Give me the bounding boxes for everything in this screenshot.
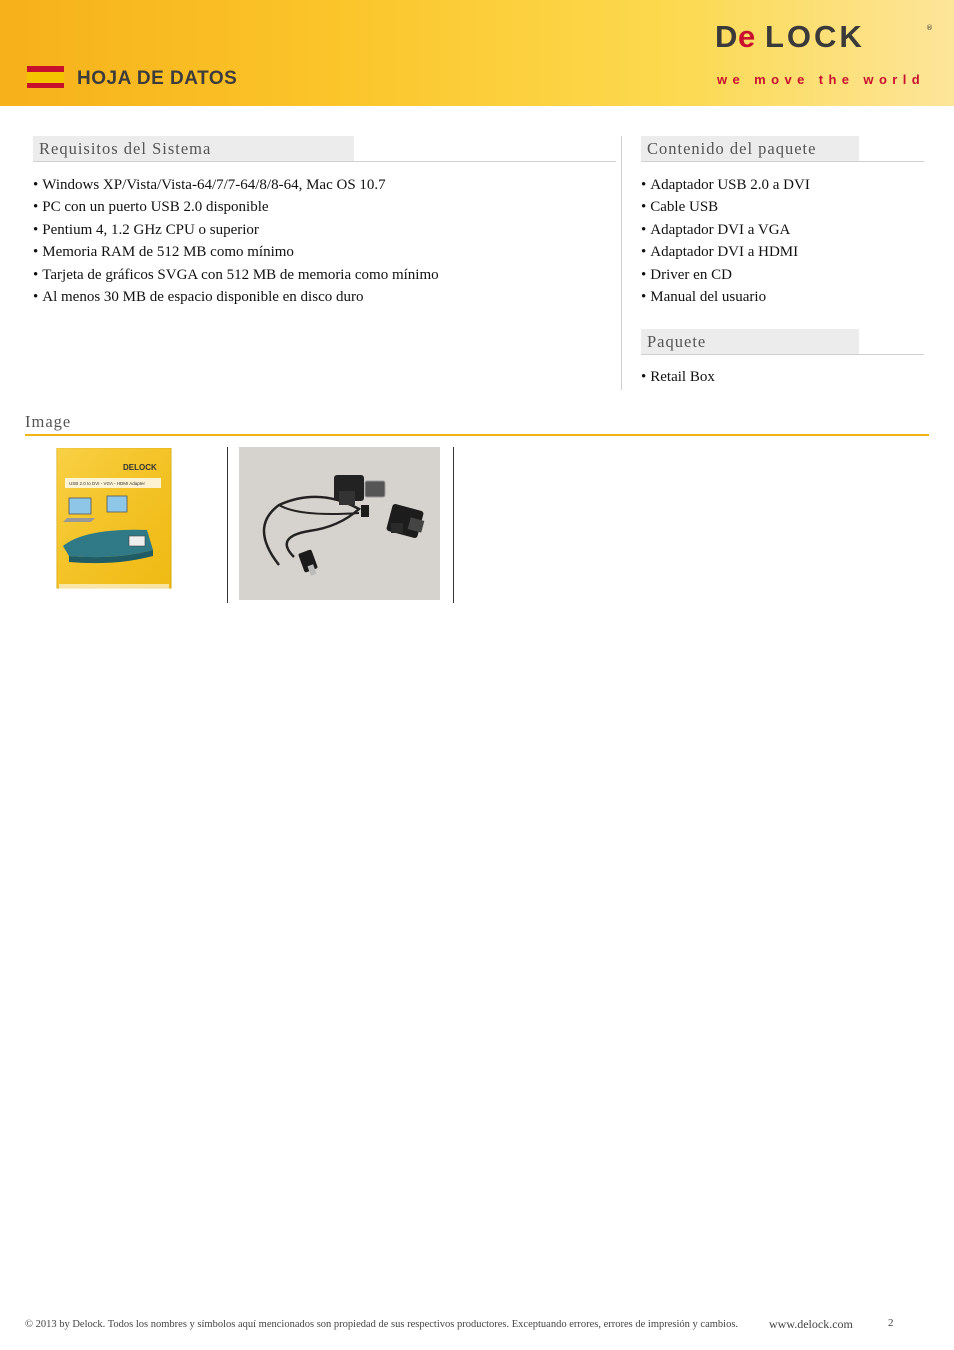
svg-text:USB 2.0 to DVI - VGA - HDMI Ad: USB 2.0 to DVI - VGA - HDMI Adapter [69, 481, 146, 486]
delock-logo [713, 18, 933, 88]
list-item: • Pentium 4, 1.2 GHz CPU o superior [33, 221, 259, 238]
list-item: • Driver en CD [641, 266, 732, 283]
image-heading: Image [25, 410, 929, 436]
svg-text:D: D [715, 19, 740, 54]
page-number: 2 [888, 1317, 894, 1329]
paquete-list [641, 366, 715, 388]
image-divider [453, 447, 454, 603]
requisitos-heading: Requisitos del Sistema [33, 136, 616, 162]
logo-tagline: we move the world [717, 72, 926, 87]
list-item: • PC con un puerto USB 2.0 disponible [33, 199, 269, 216]
paquete-heading: Paquete [641, 329, 924, 355]
image-divider [227, 447, 228, 603]
list-item: • Retail Box [641, 369, 715, 385]
svg-text:LOCK: LOCK [765, 19, 865, 54]
cable-adapters-image [239, 447, 440, 600]
list-item: • Memoria RAM de 512 MB como mínimo [33, 244, 294, 261]
list-item: • Cable USB [641, 199, 719, 216]
box-brand-text: DELOCK [123, 463, 157, 472]
contenido-list [641, 174, 810, 308]
list-item: • Tarjeta de gráficos SVGA con 512 MB de memoria como mínimo [33, 266, 439, 283]
footer-url[interactable]: www.delock.com [769, 1317, 853, 1331]
footer-copyright: © 2013 by Delock. Todos los nombres y símbolos aquí mencionados son propiedad de sus respectivos productores. Exceptuando errores, errores de impresión y cambios. [25, 1319, 739, 1330]
svg-text:e: e [738, 19, 756, 54]
svg-text:®: ® [926, 24, 933, 32]
list-item: • Manual del usuario [641, 289, 767, 306]
list-item: • Adaptador USB 2.0 a DVI [641, 177, 810, 193]
contenido-heading: Contenido del paquete [641, 136, 924, 162]
spain-flag-icon [27, 66, 64, 88]
product-box-image [55, 448, 173, 598]
requisitos-list [33, 174, 439, 308]
column-divider [621, 136, 622, 390]
list-item: • Windows XP/Vista/Vista-64/7/7-64/8/8-64, Mac OS 10.7 [33, 177, 386, 193]
page-title: HOJA DE DATOS [77, 68, 238, 89]
header-banner [0, 0, 954, 106]
list-item: • Adaptador DVI a HDMI [641, 244, 799, 261]
list-item: • Adaptador DVI a VGA [641, 221, 791, 238]
list-item: • Al menos 30 MB de espacio disponible en disco duro [33, 289, 364, 306]
